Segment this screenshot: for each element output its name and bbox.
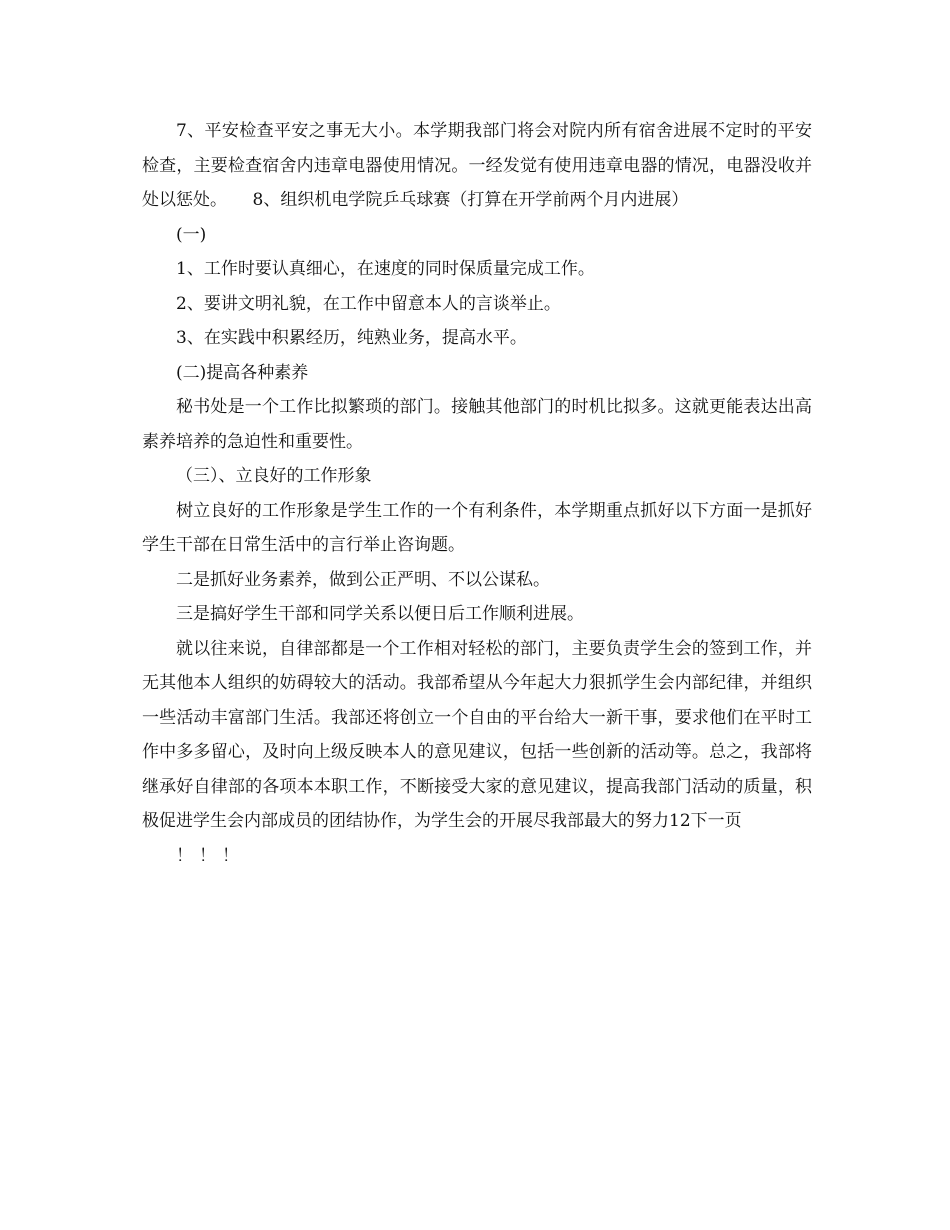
section-heading-one: (一)	[176, 224, 207, 245]
list-item-1: 1、工作时要认真细心，在速度的同时保质量完成工作。	[176, 259, 595, 279]
list-item-3: 3、在实践中积累经历，纯熟业务，提高水平。	[176, 328, 527, 348]
document-body	[142, 114, 812, 873]
paragraph-point-two: 二是抓好业务素养，做到公正严明、不以公谋私。	[176, 569, 550, 590]
section-heading-two: (二)提高各种素养	[176, 362, 309, 383]
closing-exclamation: ！！！	[176, 845, 245, 866]
paragraph-point-three: 三是搞好学生干部和同学关系以便日后工作顺利进展。	[176, 604, 584, 624]
paragraph-secretariat: 秘书处是一个工作比拟繁琐的部门。接触其他部门的时机比拟多。这就更能表达出高素养培养的急迫性和重要性。	[142, 397, 812, 452]
list-item-2: 2、要讲文明礼貌，在工作中留意本人的言谈举止。	[176, 293, 561, 314]
section-heading-three: （三）、立良好的工作形象	[176, 466, 372, 486]
paragraph-discipline-dept: 就以往来说，自律部都是一个工作相对轻松的部门，主要负责学生会的签到工作，并无其他本人组织的妨碍较大的活动。我部希望从今年起大力狠抓学生会内部纪律，并组织一些活动丰富部门生活。我部还将创立一个自由的平台给大一新干事，要求他们在平时工作中多多留心，及时向上级反映本人的意见建议，包括一些创新的活动等。总之，我部将继承好自律部的各项本本职工作，不断接受大家的意见建议，提高我部门活动的质量，积极促进学生会内部成员的团结协作，为学生会的开展尽我部最大的努力12下一页	[142, 638, 812, 831]
paragraph-safety-check: 7、平安检查平安之事无大小。本学期我部门将会对院内所有宿舍进展不定时的平安检查，主要检查宿舍内违章电器使用情况。一经发觉有使用违章电器的情况，电器没收并处以惩处。 8、组织机电学院乒乓球赛（打算在开学前两个月内进展）	[142, 121, 812, 210]
paragraph-work-image: 树立良好的工作形象是学生工作的一个有利条件，本学期重点抓好以下方面一是抓好学生干部在日常生活中的言行举止咨询题。	[142, 500, 812, 555]
